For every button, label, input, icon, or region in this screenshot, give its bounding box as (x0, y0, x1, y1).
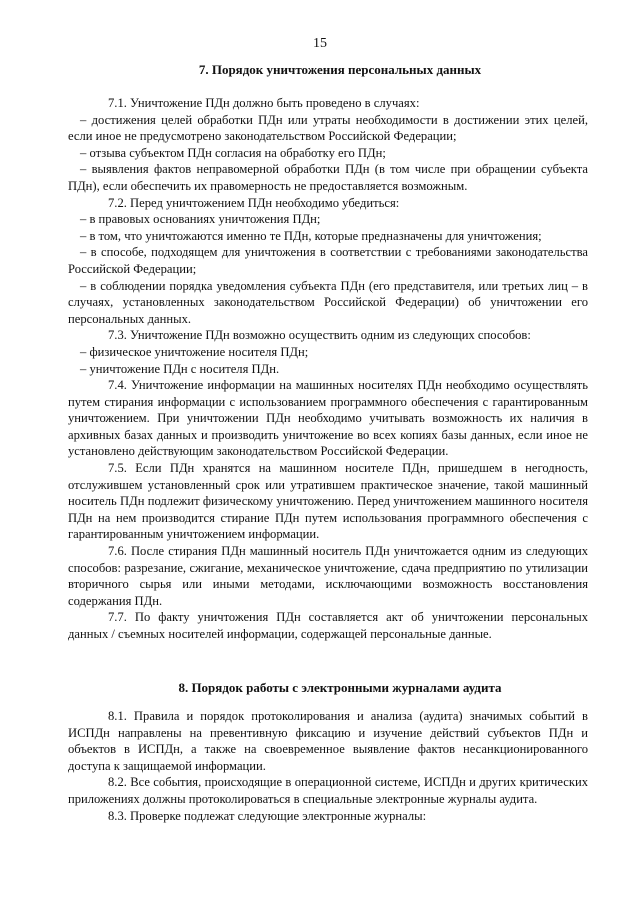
paragraph: 7.4. Уничтожение информации на машинных носителях ПДн необходимо осуществлять путем стирания информации с использованием программного обеспечения с гарантированным уничтожением. При уничтожении ПДн необходимо учитывать возможность их наличия в архивных базах данных и производить уничтожение во всех копиях базы данных, если иное не установлено действующим законодательством Российской Федерации. (68, 378, 588, 459)
section-8-heading: 8. Порядок работы с электронными журналами аудита (178, 680, 502, 695)
list-item: – выявления фактов неправомерной обработки ПДн (в том числе при обращении субъекта ПДн), если обеспечить их правомерность не предоставляется возможным. (68, 162, 588, 193)
list-item: – достижения целей обработки ПДн или утраты необходимости в достижении этих целей, если иное не предусмотрено законодательством Российской Федерации; (68, 112, 588, 144)
list-item: – в том, что уничтожаются именно те ПДн, которые предназначены для уничтожения; (80, 228, 542, 243)
paragraph: 8.3. Проверке подлежат следующие электронные журналы: (108, 808, 427, 823)
paragraph: 7.7. По факту уничтожения ПДн составляется акт об уничтожении персональных данных / съемных носителей информации, содержащей персональные данные. (68, 610, 588, 641)
paragraph: 7.2. Перед уничтожением ПДн необходимо убедиться: (108, 195, 400, 210)
list-item: – отзыва субъектом ПДн согласия на обработку его ПДн; (80, 145, 386, 160)
list-item: – в способе, подходящем для уничтожения в соответствии с требованиями законодательства Российской Федерации; (68, 245, 588, 276)
section-7-body (68, 95, 588, 643)
list-item: – в правовых основаниях уничтожения ПДн; (80, 212, 321, 227)
section-7-heading: 7. Порядок уничтожения персональных данных (198, 62, 482, 77)
paragraph: 7.1. Уничтожение ПДн должно быть проведено в случаях: (108, 96, 420, 110)
paragraph: 8.2. Все события, происходящие в операционной системе, ИСПДн и других критических приложениях должны протоколироваться в специальные электронные журналы аудита. (68, 775, 588, 806)
paragraph: 7.5. Если ПДн хранятся на машинном носителе ПДн, пришедшем в негодность, отслужившем установленный срок или утратившем практическое значение, такой машинный носитель ПДн подлежит физическому уничтожению. Перед уничтожением машинного носителя ПДн на нем производится стирание ПДн путем использования программного обеспечения с гарантированным уничтожением информации. (68, 461, 588, 542)
paragraph: 8.1. Правила и порядок протоколирования и анализа (аудита) значимых событий в ИСПДн направлены на превентивную фиксацию и изучение действий субъектов ПДн и объектов в ИСПДн, а также на своевременное выявление фактов несанкционированного доступа к защищаемой информации. (68, 709, 588, 773)
list-item: – уничтожение ПДн с носителя ПДн. (80, 361, 280, 376)
paragraph: 7.3. Уничтожение ПДн возможно осуществить одним из следующих способов: (108, 328, 531, 343)
list-item: – в соблюдении порядка уведомления субъекта ПДн (его представителя, или третьих лиц – в случаях, установленных законодательством Российской Федерации) об уничтожении его персональных данных. (68, 278, 588, 326)
paragraph: 7.6. После стирания ПДн машинный носитель ПДн уничтожается одним из следующих способов: разрезание, сжигание, механическое уничтожение, сдача предприятию по утилизации вторичного сырья или иными методами, исключающими возможность восстановления содержания ПДн. (68, 544, 588, 608)
section-8-body (68, 708, 588, 824)
list-item: – физическое уничтожение носителя ПДн; (80, 344, 309, 359)
page-number: 15 (313, 36, 327, 51)
